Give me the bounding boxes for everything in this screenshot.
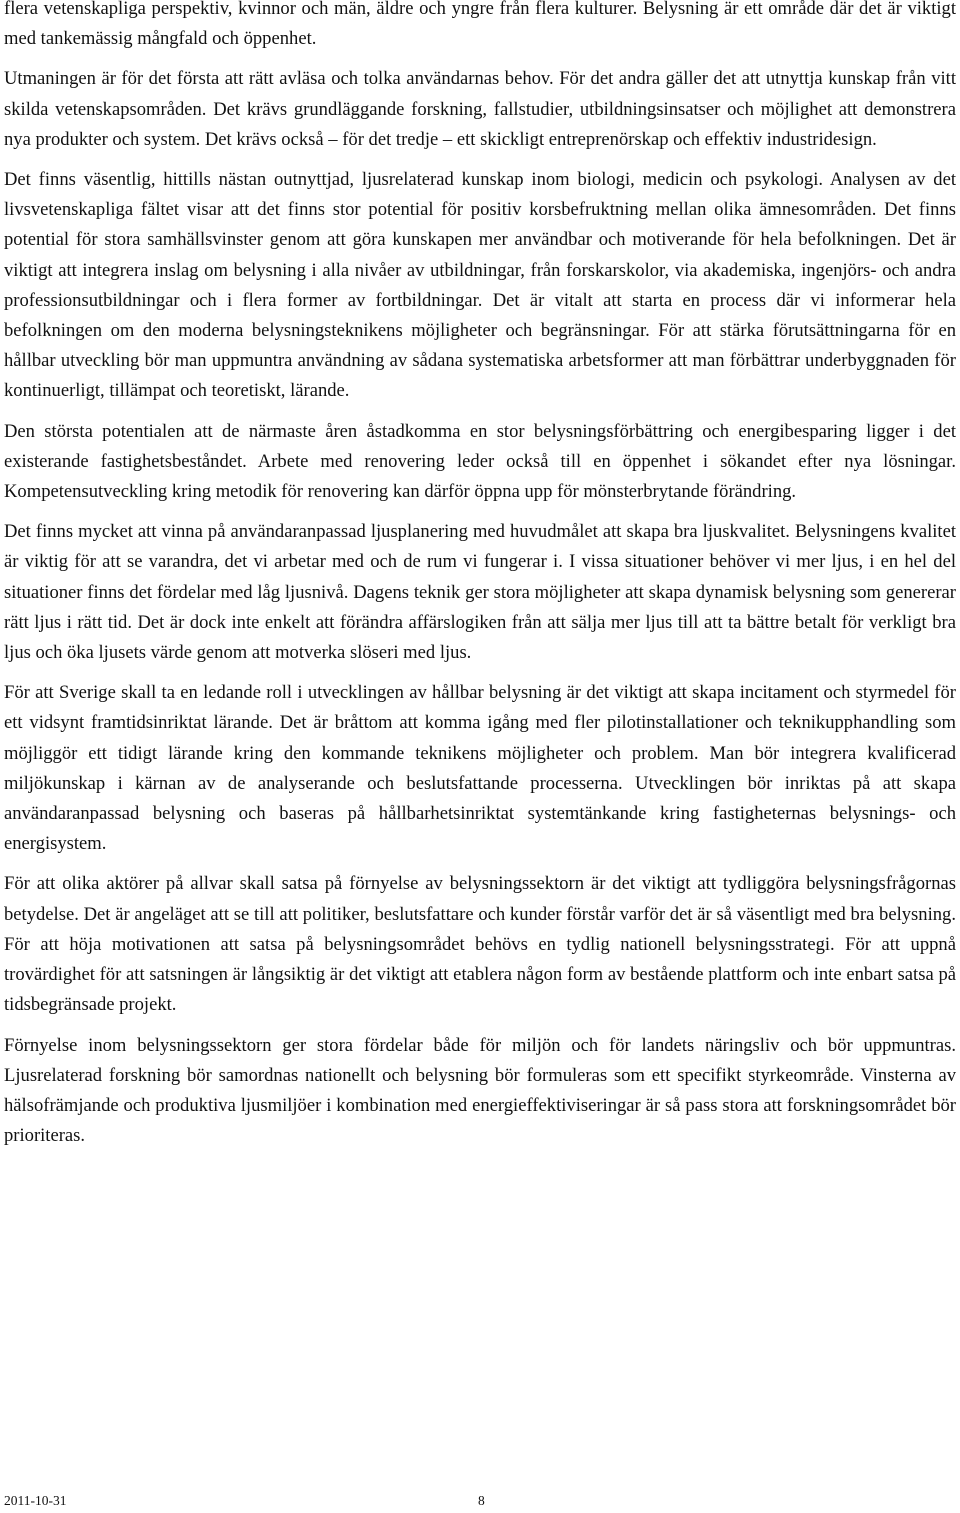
page-number: 8 bbox=[478, 1493, 485, 1508]
paragraph-1: flera vetenskapliga perspektiv, kvinnor och män, äldre och yngre från flera kulturer. Belysning är ett område där det är viktigt med tankemässig mångfald och öppenhet. bbox=[4, 0, 956, 50]
paragraph-8: Förnyelse inom belysningssektorn ger stora fördelar både för miljön och för landets näringsliv och bör uppmuntras. Ljusrelaterad forskning bör samordnas nationellt och belysning bör formuleras som ett specifikt styrkeområde. Vinsterna av hälsofrämjande och produktiva ljusmiljöer i kombination med energieffektiviseringar är så pass stora att forskningsområdet bör prioriteras. bbox=[4, 1034, 956, 1147]
page-footer bbox=[4, 1491, 956, 1511]
paragraph-5: Det finns mycket att vinna på användaranpassad ljusplanering med huvudmålet att skapa bra ljuskvalitet. Belysningens kvalitet är viktig för att se varandra, det vi arbetar med och de rum vi fungerar i. I vissa situationer behöver vi mer ljus, i en hel del situationer finns det fördelar med låg ljusnivå. Dagens teknik ger stora möjligheter att skapa dynamisk belysning som genererar rätt ljus i rätt tid. Det är dock inte enkelt att förändra affärslogiken från att sälja mer ljus till att ta bättre betalt för verkligt bra ljus och öka ljusets värde genom att motverka slöseri med ljus. bbox=[4, 521, 956, 664]
document-page bbox=[4, 0, 956, 1151]
paragraph-6: För att Sverige skall ta en ledande roll i utvecklingen av hållbar belysning är det viktigt att skapa incitament och styrmedel för ett vidsynt framtidsinriktat lärande. Det är bråttom att komma igång med fler pilotinstallationer och teknikupphandling som möjliggör ett tidigt lärande kring den kommande teknikens möjligheter och problem. Man bör integrera kvalificerad miljökunskap i kärnan av de analyserande och beslutsfattande processerna. Utvecklingen bör inriktas på att skapa användaranpassad belysning och baseras på hållbarhetsinriktat systemtänkande kring fastigheternas belysnings- och energisystem. bbox=[4, 682, 956, 855]
paragraph-4: Den största potentialen att de närmaste åren åstadkomma en stor belysningsförbättring och energibesparing ligger i det existerande fastighetsbeståndet. Arbete med renovering leder också till en öppenhet i sökandet efter nya lösningar. Kompetensutveckling kring metodik för renovering kan därför öppna upp för mönsterbrytande förändring. bbox=[4, 420, 956, 503]
paragraph-2: Utmaningen är för det första att rätt avläsa och tolka användarnas behov. För det andra gäller det att utnyttja kunskap från vitt skilda vetenskapsområden. Det krävs grundläggande forskning, fallstudier, utbildningsinsatser och möjlighet att demonstrera nya produkter och system. Det krävs också – för det tredje – ett skickligt entreprenörskap och effektiv industridesign. bbox=[4, 68, 956, 150]
footer-date: 2011-10-31 bbox=[4, 1493, 67, 1508]
paragraph-3: Det finns väsentlig, hittills nästan outnyttjad, ljusrelaterad kunskap inom biologi, medicin och psykologi. Analysen av det livsvetenskapliga fältet visar att det finns stor potential för positiv korsbefruktning mellan olika ämnesområden. Det finns potential för stora samhällsvinster genom att göra kunskapen mer användbar och motiverande för hela befolkningen. Det är viktigt att integrera inslag om belysning i alla nivåer av utbildningar, från forskarskolor, via akademiska, ingenjörs- och andra professionsutbildningar och i flera former av fortbildningar. Det är vitalt att starta en process där vi informerar hela befolkningen om den moderna belysningsteknikens möjligheter och begränsningar. För att stärka förutsättningarna för en hållbar utveckling bör man uppmuntra användning av sådana systematiska arbetsformer att man förbättrar underbyggnaden för kontinuerligt, tillämpat och teoretiskt, lärande. bbox=[4, 169, 956, 402]
paragraph-7: För att olika aktörer på allvar skall satsa på förnyelse av belysningssektorn är det viktigt att tydliggöra belysningsfrågornas betydelse. Det är angeläget att se till att politiker, beslutsfattare och kunder förstår varför det är så väsentligt med bra belysning. För att höja motivationen att satsa på belysningsområdet behövs en tydlig nationell belysningsstrategi. För att uppnå trovärdighet för att satsningen är långsiktig är det viktigt att etablera någon form av bestående plattform och inte enbart satsa på tidsbegränsade projekt. bbox=[4, 873, 956, 1016]
